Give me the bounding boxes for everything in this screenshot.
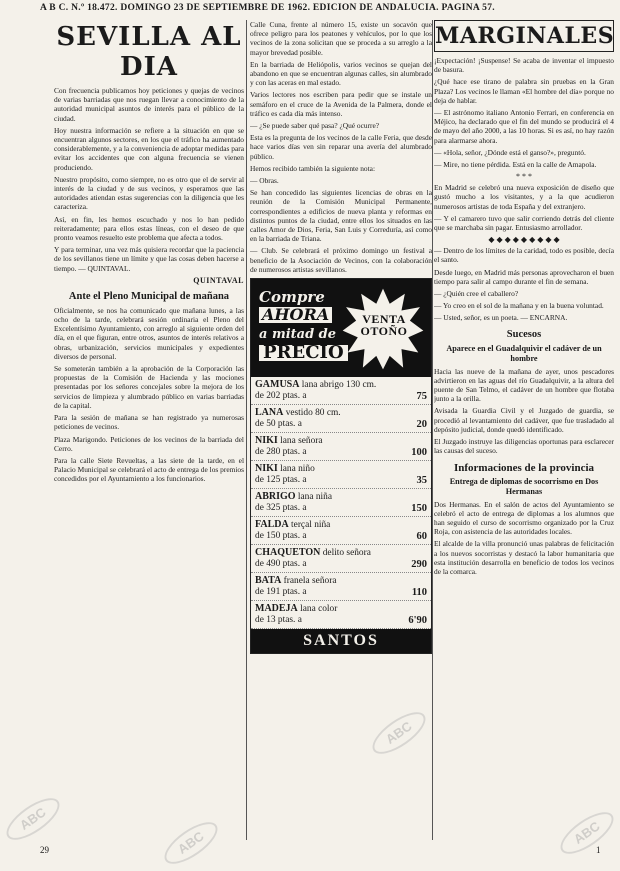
paragraph: Para la calle Siete Revueltas, a las siete de la tarde, en el Palacio Municipal se celebrará el acto de entrega de los premios concedidos por el Ayuntamiento a los funcionarios.	[54, 455, 244, 484]
ad-banner	[251, 279, 431, 377]
paragraph: — Mire, no tiene pérdida. Está en la calle de Amapola.	[434, 160, 597, 170]
paragraph: — Y el camarero tuvo que salir corriendo detrás del cliente que se marchaba sin pagar. Entusiasmo arrollador.	[434, 213, 614, 233]
ad-item-desc: franela señora	[283, 576, 337, 587]
ad-item-desc: lana abrigo 130 cm.	[301, 380, 377, 391]
watermark-logo: ABC	[158, 815, 224, 871]
ad-price-item	[251, 517, 431, 545]
ad-item-desc: lana niña	[297, 492, 333, 503]
paragraph: Avisada la Guardia Civil y el Juzgado de guardia, se procedió al levantamiento del cadáver, que fue trasladado al depósito judicial, donde quedó identificado.	[434, 406, 614, 434]
ad-item-original-price: de 150 ptas. a	[255, 531, 307, 542]
paragraph: En la barriada de Heliópolis, varios vecinos se quejan del abandono en que se encuentran algunas calles, sin alumbrado y con las aceras en mal estado.	[250, 59, 432, 88]
ad-burst-label: VENTA OTOÑO	[360, 312, 408, 339]
paragraph: Y para terminar, una vez más quisiera recordar que la paciencia de los sevillanos tiene un límite y que las cosas deben hacerse a tiempo. — QUINTAVAL.	[54, 245, 244, 273]
ad-item-sale-price: 20	[416, 419, 427, 431]
paragraph: — Dentro de los límites de la caridad, todo es posible, decía el santo.	[434, 246, 614, 265]
ad-price-item	[251, 545, 431, 573]
ad-item-name: LANA	[255, 407, 284, 419]
ad-item-desc: lana niño	[280, 464, 315, 475]
paragraph: — Obras.	[250, 176, 279, 186]
ad-item-original-price: de 125 ptas. a	[255, 475, 307, 486]
ad-price-item	[251, 601, 431, 629]
paragraph: Se someterán también a la aprobación de la Corporación las propuestas de la Comisión de Hacienda y las mociones presentadas por los señores concejales sobre la mejora de los servicios de limpieza y alumbrado público en varias barriadas de la capital.	[54, 364, 244, 410]
paragraph: — «Hola, señor, ¿Dónde está el ganso?», preguntó.	[434, 147, 586, 157]
paragraph: Esta es la pregunta de los vecinos de la calle Feria, que desde hace varios días ven sin reparar una avería del alumbrado público.	[250, 133, 432, 161]
ad-item-name: FALDA	[255, 519, 289, 531]
ad-item-sale-price: 150	[411, 503, 427, 515]
section-title-marginales: MARGINALES	[434, 20, 614, 52]
watermark-logo: ABC	[0, 791, 66, 848]
paragraph: El alcalde de la villa pronunció unas palabras de felicitación a los nuevos socorristas y destacó la labor humanitaria que esta institución desarrolla en beneficio de todos los vecinos de la comarca.	[434, 539, 614, 576]
ad-item-desc: lana color	[300, 604, 338, 615]
paragraph: Varios lectores nos escriben para pedir que se instale un semáforo en el cruce de la Avenida de la Palmera, donde el tráfico es cada día más intenso.	[250, 90, 432, 118]
subheadline-dos-hermanas: Entrega de diplomas de socorrismo en Dos Hermanas	[449, 476, 599, 496]
ad-item-sale-price: 60	[416, 531, 427, 543]
ad-item-description	[255, 547, 371, 570]
ad-item-sale-price: 110	[411, 587, 427, 599]
ad-item-description	[255, 379, 376, 402]
separator-ornament: ◆ ◆ ◆ ◆ ◆ ◆ ◆ ◆ ◆	[488, 235, 560, 245]
page-header: A B C. N.º 18.472. DOMINGO 23 DE SEPTIEMBRE DE 1962. EDICION DE ANDALUCIA. PAGINA 57.	[40, 3, 495, 13]
ad-item-name: NIKI	[255, 463, 278, 475]
ad-item-original-price: de 202 ptas. a	[255, 391, 307, 402]
column-rule	[432, 20, 433, 840]
ad-item-original-price: de 50 ptas. a	[255, 419, 302, 430]
ad-price-item	[251, 489, 431, 517]
ad-item-description	[255, 463, 315, 486]
column-sevilla-al-dia	[54, 20, 244, 840]
paragraph: ¡Expectación! ¡Suspense! Se acaba de inventar el impuesto de basura.	[434, 56, 614, 75]
paragraph: Plaza Marigondo. Peticiones de los vecinos de la barriada del Cerro.	[54, 434, 244, 453]
ad-item-sale-price: 6'90	[408, 615, 427, 627]
ad-item-original-price: de 13 ptas. a	[255, 615, 302, 626]
ad-item-name: NIKI	[255, 435, 278, 447]
watermark-logo: ABC	[366, 705, 432, 762]
headline-sucesos: Sucesos	[506, 328, 542, 340]
ad-headline-compre: Compre	[259, 288, 325, 307]
ad-item-sale-price: 290	[411, 559, 427, 571]
paragraph: Así, en fin, les hemos escuchado y nos lo han pedido reiteradamente; para ellos estas líneas, con el deseo de que pronto veamos resuelto este problema que afecta a todos.	[54, 214, 244, 243]
watermark-logo: ABC	[554, 805, 620, 862]
paragraph: En Madrid se celebró una nueva exposición de diseño que gustó mucho a los visitantes, y a la que acudieron numerosos artistas de toda España y del extranjero.	[434, 183, 614, 211]
ad-headline-mitad: a mitad de	[259, 327, 337, 343]
ad-item-description	[255, 407, 341, 430]
separator-ornament: * * *	[516, 172, 532, 182]
ad-item-description	[255, 575, 337, 598]
ad-store-name: SANTOS	[251, 629, 431, 653]
paragraph: Dos Hermanas. En el salón de actos del Ayuntamiento se celebró el acto de entrega de diplomas a los alumnos que han seguido el curso de socorrismo organizado por la Cruz Roja, con asistencia de las autoridades locales.	[434, 499, 614, 537]
ad-price-item	[251, 461, 431, 489]
paragraph: — Club. Se celebrará el próximo domingo un festival a beneficio de la Asociación de Vecinos, con la colaboración de numerosos artistas sevillanos.	[250, 246, 432, 274]
ad-item-original-price: de 280 ptas. a	[255, 447, 307, 458]
advertisement-sale	[250, 278, 432, 654]
ad-item-original-price: de 191 ptas. a	[255, 587, 307, 598]
paragraph: Hoy nuestra información se refiere a la situación en que se encuentran algunos sectores, en los que el tráfico ha aumentado considerablemente, y a la conveniencia de adoptar medidas para evitar los accidentes que con alguna frecuencia se vienen produciendo.	[54, 125, 244, 172]
paragraph: Con frecuencia publicamos hoy peticiones y quejas de vecinos de varias barriadas que nos ruegan llevar a conocimiento de la autoridad municipal asuntos de interés para el público de la ciudad.	[54, 86, 244, 123]
ad-item-name: CHAQUETON	[255, 547, 321, 559]
ad-item-desc: terçal niña	[291, 520, 331, 531]
section-title-sevilla-al-dia: SEVILLA AL DIA	[56, 22, 242, 82]
ad-item-name: GAMUSA	[255, 379, 300, 391]
paragraph: — Yo creo en el sol de la mañana y en la buena voluntad.	[434, 301, 604, 311]
paragraph: — ¿Se puede saber qué pasa? ¿Qué ocurre?	[250, 121, 380, 131]
ad-item-original-price: de 325 ptas. a	[255, 503, 307, 514]
ad-item-name: BATA	[255, 575, 282, 587]
headline-pleno-municipal: Ante el Pleno Municipal de mañana	[68, 290, 230, 302]
paragraph: Hacia las nueve de la mañana de ayer, unos pescadores advirtieron en las aguas del río Guadalquivir, a la altura del puente de San Telmo, el cadáver de un hombre que flotaba junto a la orilla.	[434, 366, 614, 404]
column-rule	[246, 20, 247, 840]
ad-item-sale-price: 100	[411, 447, 427, 459]
column-marginales	[434, 20, 614, 850]
column-news-and-ad	[250, 20, 432, 840]
footer-left-mark: 29	[40, 845, 49, 855]
ad-price-item	[251, 573, 431, 601]
paragraph: Se han concedido las siguientes licencias de obras en la reunión de la Comisión Municipal Permanente, correspondientes a edificios de nueva planta y reformas en distintos puntos de la ciudad, entre ellos los situados en las calles Amor de Dios, Feria, San Luis y Correduría, así como en la barriada de Triana.	[250, 188, 432, 244]
ad-item-description	[255, 519, 330, 542]
ad-headline-ahora: AHORA	[259, 307, 332, 323]
ad-item-desc: delito señora	[322, 548, 371, 559]
paragraph: — Usted, señor, es un poeta. — ENCARNA.	[434, 313, 568, 323]
paragraph: Nuestro propósito, como siempre, no es otro que el de servir al interés de la ciudad y de sus vecinos, y esperamos que las autoridades atiendan estas sugerencias con la diligencia que les caracteriza.	[54, 174, 244, 212]
ad-headline-precio: PRECIO	[259, 345, 348, 361]
paragraph: — ¿Quién cree el caballero?	[434, 289, 519, 299]
ad-item-sale-price: 35	[416, 475, 427, 487]
paragraph: Para la sesión de mañana se han registrado ya numerosas peticiones de vecinos.	[54, 413, 244, 432]
ad-item-name: MADEJA	[255, 603, 298, 615]
paragraph: Oficialmente, se nos ha comunicado que mañana lunes, a las ocho de la tarde, celebrará sesión ordinaria el Pleno del Excelentísimo Ayuntamiento, con arreglo al siguiente orden del día, en el que figuran, entre otros, asuntos de interés relativos a obras, urbanización, servicios municipales y expedientes diversos de personal.	[54, 305, 244, 361]
ad-price-list	[251, 377, 431, 629]
paragraph: ¿Qué hace ese tirano de palabra sin pruebas en la Gran Plaza? Los vecinos le llaman «El hombre del día» porque no deja de hablar.	[434, 77, 614, 105]
footer-right-mark: 1	[596, 845, 601, 855]
paragraph: — El astrónomo italiano Antonio Ferrari, en conferencia en Méjico, ha declarado que el fin del mundo se producirá el 4 de mayo del año 2000, a las 10 horas. Si es así, no hay razón para alarmarse ahora.	[434, 108, 614, 145]
ad-item-sale-price: 75	[416, 391, 427, 403]
ad-item-original-price: de 490 ptas. a	[255, 559, 307, 570]
ad-price-item	[251, 405, 431, 433]
ad-price-item	[251, 377, 431, 405]
paragraph: Hemos recibido también la siguiente nota:	[250, 163, 375, 173]
paragraph: El Juzgado instruye las diligencias oportunas para esclarecer las causas del suceso.	[434, 437, 614, 456]
ad-item-description	[255, 435, 323, 458]
paragraph: Desde luego, en Madrid más personas aprovecharon el buen tiempo para salir al campo durante el fin de semana.	[434, 267, 614, 286]
ad-item-desc: vestido 80 cm.	[285, 408, 341, 419]
ad-price-item	[251, 433, 431, 461]
page-footer	[0, 845, 620, 859]
subheadline-guadalquivir: Aparece en el Guadalquivir el cadáver de un hombre	[446, 343, 602, 363]
headline-provincia: Informaciones de la provincia	[453, 461, 595, 474]
author-signature: QUINTAVAL	[193, 275, 244, 285]
ad-item-desc: lana señora	[280, 436, 323, 447]
ad-item-name: ABRIGO	[255, 491, 296, 503]
paragraph: Calle Cuna, frente al número 15, existe un socavón que ofrece peligro para los peatones y vehículos, por lo que los vecinos de la zona solicitan que se proceda a su arreglo a la mayor brevedad posible.	[250, 20, 432, 57]
ad-item-description	[255, 491, 332, 514]
ad-item-description	[255, 603, 337, 626]
